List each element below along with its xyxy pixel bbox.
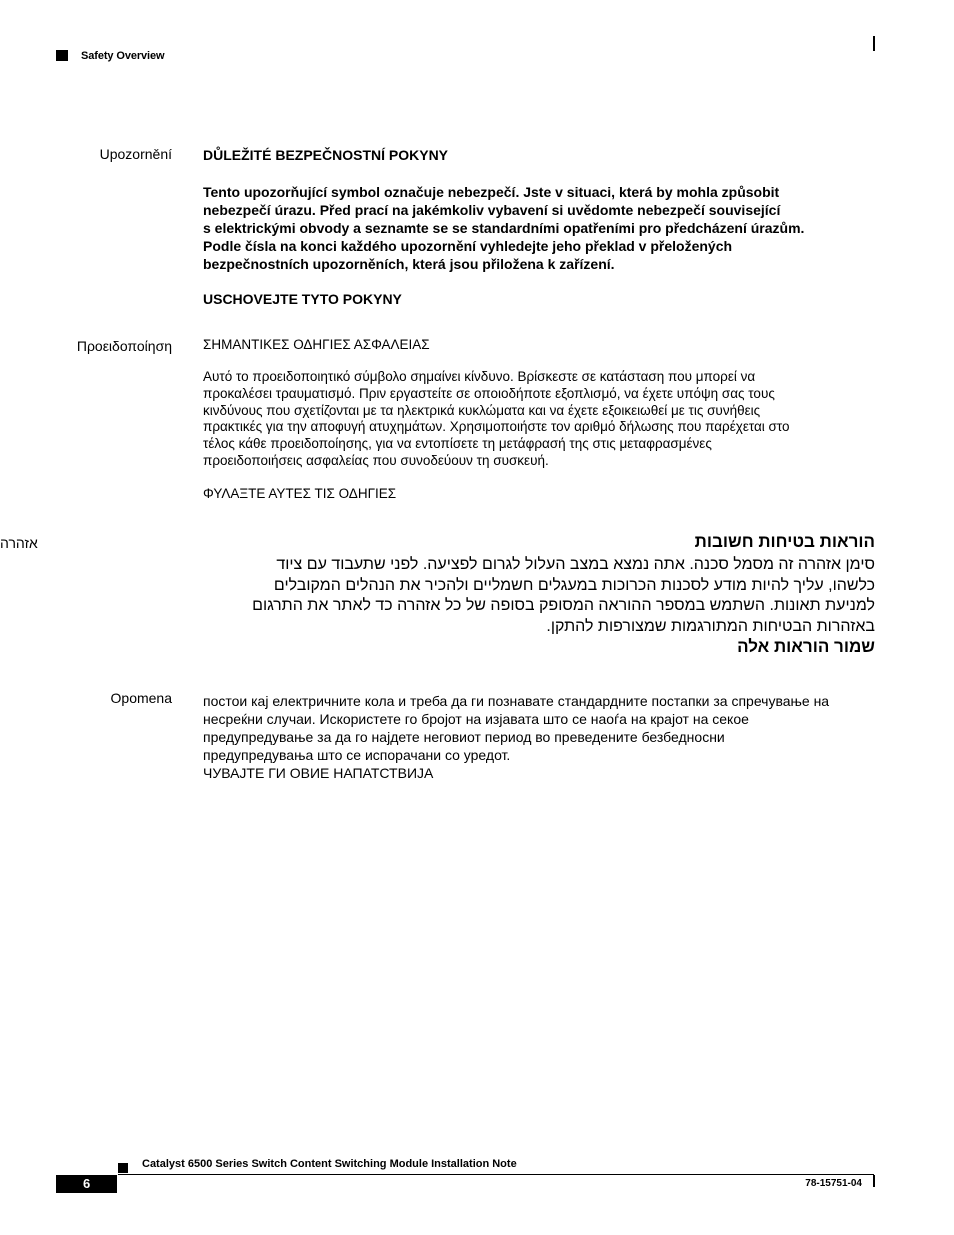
header-marker [56,50,68,61]
warning-label-greek: Προειδοποίηση [76,338,172,354]
page-number: 6 [56,1175,117,1193]
warning-heading-hebrew: הוראות בטיחות חשובות [694,532,875,551]
warning-body-greek: Αυτό το προειδοποιητικό σύμβολο σημαίνει κίνδυνο. Βρίσκεστε σε κατάσταση που μπορεί να προκαλέσει τραυματισμό. Πριν εργαστείτε σε οποιοδήποτε εξοπλισμό, να έχετε υπόψη σας τους κινδύνους που σχετίζονται με τα ηλεκτρικά κυκλώματα και να έχετε εξοικειωθεί με τις συνήθεις πρακτικές για την αποφυγή ατυχημάτων. Χρησιμοποιήστε τον αριθμό δήλωσης που παρέχεται στο τέλος κάθε προειδοποίησης, για να εντοπίσετε τη μετάφρασή της στις μεταφρασμένες προειδοποιήσεις ασφαλείας που συνοδεύουν τη συσκευή. [203,369,790,468]
warning-keep-czech: USCHOVEJTE TYTO POKYNY [203,291,402,307]
warning-label-czech: Upozornění [99,146,172,162]
footer-tick-mark [873,1175,875,1187]
warning-heading-czech: DŮLEŽITÉ BEZPEČNOSTNÍ POKYNY [203,147,449,163]
footer-rule [118,1174,874,1175]
warning-body-hebrew: סימן אזהרה זה מסמל סכנה. אתה נמצא במצב העלול לגרום לפציעה. לפני שתעבוד עם ציוד כלשהו, עליך להיות מודע לסכנות הכרוכות במעגלים חשמליים ולהכיר את הנהלים המקובלים למניעת תאונות. השתמש במספר ההוראה המסופק בסופה של כל אזהרה כד לאתר את התרגום באזהרות הבטיחות המתורגמות שמצורפות להתקן. [252,556,875,636]
warning-body-czech: Tento upozorňující symbol označuje nebezpečí. Jste v situaci, která by mohla způsobit nebezpečí úrazu. Před prací na jakémkoliv vybavení si uvědomte nebezpečí související s elektrickými obvody a seznamte se se standardními opatřeními pro předcházení úrazům. Podle čísla na konci každého upozornění vyhledejte jeho překlad v přeložených bezpečnostních upozorněních, která jsou přiložena k zařízení. [203,184,805,272]
warning-keep-hebrew: שמור הוראות אלה [737,637,875,656]
header-section-title: Safety Overview [81,50,165,62]
footer-marker [118,1163,128,1173]
footer-doc-number: 78-15751-04 [805,1178,862,1189]
warning-keep-greek: ΦΥΛΑΞΤΕ ΑΥΤΕΣ ΤΙΣ ΟΔΗΓΙΕΣ [203,486,397,501]
warning-heading-greek: ΣΗΜΑΝΤΙΚΕΣ ΟΔΗΓΙΕΣ ΑΣΦΑΛΕΙΑΣ [203,337,430,352]
warning-label-hebrew: אזהרה [0,535,38,551]
warning-label-macedonian: Opomena [110,690,172,706]
footer-doc-title: Catalyst 6500 Series Switch Content Switching Module Installation Note [142,1158,517,1170]
warning-body-macedonian: постои кај електричните кола и треба да ги познавате стандардните постапки за спречување на несреќни случаи. Искористете го бројот на изјавата што се наоѓа на крајот на секое предупредување за да го најдете неговиот период во преведените безбедносни предупредувања што се испорачани со уредот. ЧУВАЈТЕ ГИ ОВИЕ НАПАТСТВИЈА [203,693,830,781]
header-tick-mark [873,36,875,51]
